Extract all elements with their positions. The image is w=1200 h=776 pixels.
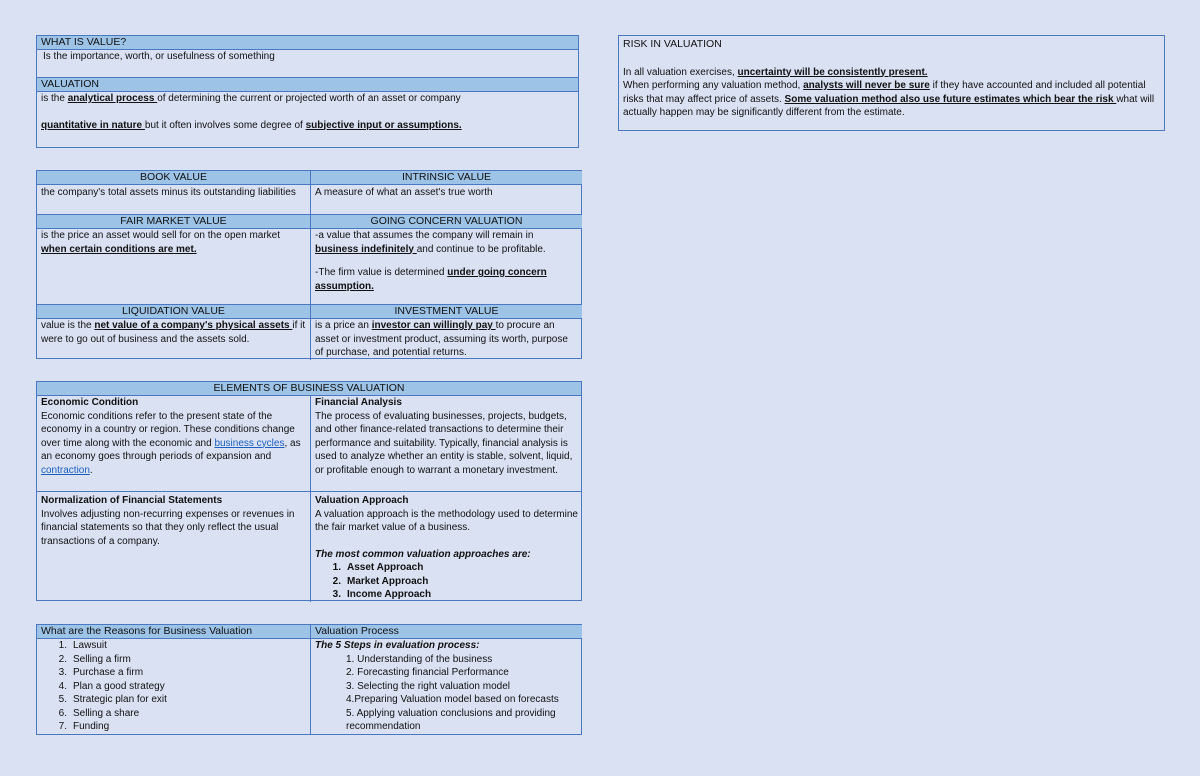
- reasons-list: [37, 639, 310, 734]
- value-definition-box: [36, 35, 579, 148]
- normalization-cell: [37, 492, 310, 602]
- valuation-process-subtitle: The 5 Steps in evaluation process:: [315, 640, 480, 651]
- valuation-heading: VALUATION: [37, 78, 578, 92]
- risk-text-2: When performing any valuation method, analysts will never be sure if they have accounted and included all potential risks that may affect price of assets. Some valuation method also use future estimates which bear the risk what will actually happen may be significantly different from the estimate.: [623, 80, 1155, 118]
- investment-value-text: is a price an investor can willingly pay to procure an asset or investment product, assuming its worth, purpose of purchase, and potential returns.: [315, 320, 568, 358]
- list-item: 5. Applying valuation conclusions and providing: [346, 707, 556, 719]
- fair-market-value-heading: FAIR MARKET VALUE: [37, 215, 310, 229]
- investment-value-heading: INVESTMENT VALUE: [311, 305, 582, 319]
- economic-condition-cell: [37, 396, 310, 491]
- list-item: 2. Market Approach: [332, 575, 429, 587]
- fair-market-value-text: is the price an asset would sell for on the open market when certain conditions are met.: [41, 230, 281, 255]
- reasons-process-table: [36, 624, 582, 735]
- contraction-link[interactable]: contraction: [41, 464, 90, 476]
- financial-analysis-cell: [310, 396, 582, 491]
- intrinsic-value-cell: [310, 171, 582, 214]
- normalization-title: Normalization of Financial Statements: [41, 495, 223, 506]
- normalization-text: Involves adjusting non-recurring expenses or revenues in financial statements so that they only reflect the usual transactions of a company.: [41, 508, 295, 547]
- risk-heading: RISK IN VALUATION: [623, 38, 722, 50]
- list-item: 6. Selling a share: [58, 707, 140, 719]
- valuation-approach-text: A valuation approach is the methodology used to determine the fair market value of a business.: [315, 508, 578, 533]
- book-value-cell: [37, 171, 310, 214]
- list-item: 2. Forecasting financial Performance: [346, 667, 509, 678]
- going-concern-text-2: -The firm value is determined under going concern assumption.: [315, 267, 547, 292]
- valuation-approach-common: The most common valuation approaches are:: [315, 548, 531, 560]
- valuation-steps-list: [311, 653, 582, 734]
- business-cycles-link[interactable]: business cycles: [214, 437, 285, 449]
- list-item: 7. Funding: [58, 721, 110, 732]
- list-item: 2. Selling a firm: [58, 653, 131, 665]
- book-value-text: the company's total assets minus its outstanding liabilities: [41, 187, 296, 198]
- list-item: 1. Lawsuit: [58, 640, 107, 651]
- valuation-process-heading: Valuation Process: [311, 625, 582, 639]
- list-item: 1. Understanding of the business: [346, 653, 493, 665]
- list-item: 4.Preparing Valuation model based on forecasts: [346, 694, 559, 705]
- reasons-cell: [37, 625, 310, 734]
- list-item: 3. Income Approach: [332, 589, 432, 600]
- economic-condition-title: Economic Condition: [41, 397, 139, 408]
- valuation-process-cell: [310, 625, 582, 734]
- list-item: 1. Asset Approach: [332, 562, 424, 573]
- financial-analysis-title: Financial Analysis: [315, 397, 402, 408]
- elements-table: [36, 381, 582, 601]
- liquidation-value-cell: [37, 305, 310, 360]
- approaches-list: [311, 561, 582, 602]
- reasons-heading: What are the Reasons for Business Valuation: [37, 625, 310, 639]
- list-item: 3. Selecting the right valuation model: [346, 680, 510, 692]
- liquidation-value-heading: LIQUIDATION VALUE: [37, 305, 310, 319]
- valuation-nature-text: quantitative in nature but it often involves some degree of subjective input or assumptions.: [41, 119, 462, 131]
- going-concern-text: -a value that assumes the company will remain in business indefinitely and continue to be profitable.: [315, 230, 546, 255]
- valuation-definition: is the analytical process of determining the current or projected worth of an asset or company: [41, 93, 461, 104]
- valuation-approach-cell: [310, 492, 582, 602]
- list-item: recommendation: [346, 721, 421, 732]
- list-item: 5. Strategic plan for exit: [58, 694, 167, 705]
- book-value-heading: BOOK VALUE: [37, 171, 310, 185]
- economic-condition-text: Economic conditions refer to the present state of the economy in a country or region. These conditions change over time along with the economic and business cycles, as an economy goes through periods of expansion and contraction.: [41, 410, 301, 476]
- going-concern-heading: GOING CONCERN VALUATION: [311, 215, 582, 229]
- valuation-approach-title: Valuation Approach: [315, 495, 409, 506]
- what-is-value-text: Is the importance, worth, or usefulness of something: [37, 50, 578, 78]
- investment-value-cell: [310, 305, 582, 360]
- risk-text-1: In all valuation exercises, uncertainty will be consistently present.: [623, 66, 928, 78]
- fair-market-value-cell: [37, 215, 310, 304]
- financial-analysis-text: The process of evaluating businesses, projects, budgets, and other finance-related transactions to determine their performance and suitability. Typically, financial analysis is used to analyze whether an entity is stable, solvent, liquid, or profitable enough to warrant a monetary investment.: [315, 410, 573, 476]
- intrinsic-value-heading: INTRINSIC VALUE: [311, 171, 582, 185]
- value-types-table: [36, 170, 582, 359]
- intrinsic-value-text: A measure of what an asset's true worth: [315, 187, 493, 198]
- going-concern-cell: [310, 215, 582, 304]
- liquidation-value-text: value is the net value of a company's physical assets if it were to go out of business and the assets sold.: [41, 320, 306, 345]
- list-item: 3. Purchase a firm: [58, 667, 144, 678]
- elements-heading: ELEMENTS OF BUSINESS VALUATION: [37, 382, 581, 396]
- what-is-value-heading: WHAT IS VALUE?: [37, 36, 578, 50]
- risk-box: [618, 35, 1165, 131]
- list-item: 4. Plan a good strategy: [58, 680, 165, 692]
